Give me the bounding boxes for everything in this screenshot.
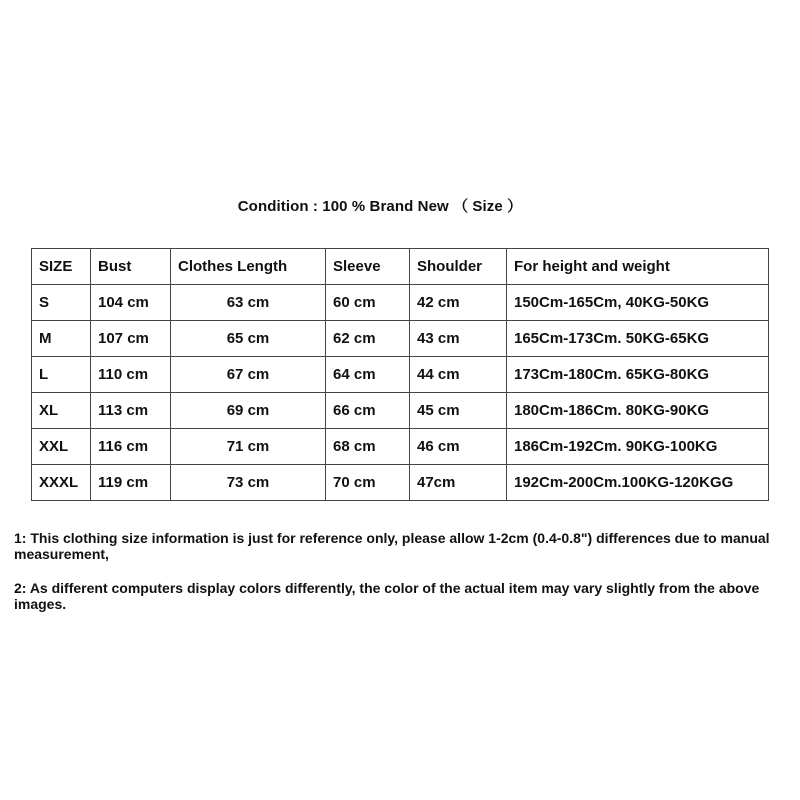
cell-clothes-length: 71 cm bbox=[171, 429, 326, 465]
cell-height-weight: 180Cm-186Cm. 80KG-90KG bbox=[507, 393, 769, 429]
cell-shoulder: 43 cm bbox=[410, 321, 507, 357]
size-chart-table bbox=[31, 248, 769, 501]
cell-sleeve: 70 cm bbox=[326, 465, 410, 501]
header-bust: Bust bbox=[91, 249, 171, 285]
cell-size: M bbox=[32, 321, 91, 357]
cell-sleeve: 60 cm bbox=[326, 285, 410, 321]
table-row bbox=[32, 357, 769, 393]
table-row bbox=[32, 393, 769, 429]
cell-bust: 107 cm bbox=[91, 321, 171, 357]
table-row bbox=[32, 321, 769, 357]
cell-height-weight: 150Cm-165Cm, 40KG-50KG bbox=[507, 285, 769, 321]
cell-size: XXXL bbox=[32, 465, 91, 501]
header-shoulder: Shoulder bbox=[410, 249, 507, 285]
cell-size: S bbox=[32, 285, 91, 321]
cell-bust: 104 cm bbox=[91, 285, 171, 321]
cell-sleeve: 62 cm bbox=[326, 321, 410, 357]
cell-shoulder: 46 cm bbox=[410, 429, 507, 465]
table-row bbox=[32, 465, 769, 501]
cell-bust: 110 cm bbox=[91, 357, 171, 393]
cell-shoulder: 44 cm bbox=[410, 357, 507, 393]
header-size: SIZE bbox=[32, 249, 91, 285]
note-measurement: 1: This clothing size information is just for reference only, please allow 1-2cm (0.4-0.8") differences due to manual measurement, bbox=[14, 530, 770, 562]
page-title: Condition : 100 % Brand New （ Size ） bbox=[237, 198, 523, 215]
cell-height-weight: 165Cm-173Cm. 50KG-65KG bbox=[507, 321, 769, 357]
cell-shoulder: 47cm bbox=[410, 465, 507, 501]
cell-bust: 116 cm bbox=[91, 429, 171, 465]
cell-height-weight: 192Cm-200Cm.100KG-120KGG bbox=[507, 465, 769, 501]
header-sleeve: Sleeve bbox=[326, 249, 410, 285]
cell-shoulder: 45 cm bbox=[410, 393, 507, 429]
cell-height-weight: 186Cm-192Cm. 90KG-100KG bbox=[507, 429, 769, 465]
cell-sleeve: 66 cm bbox=[326, 393, 410, 429]
cell-clothes-length: 67 cm bbox=[171, 357, 326, 393]
cell-size: L bbox=[32, 357, 91, 393]
cell-bust: 119 cm bbox=[91, 465, 171, 501]
cell-bust: 113 cm bbox=[91, 393, 171, 429]
table-header-row bbox=[32, 249, 769, 285]
cell-clothes-length: 65 cm bbox=[171, 321, 326, 357]
table-row bbox=[32, 429, 769, 465]
note-color: 2: As different computers display colors differently, the color of the actual item may vary slightly from the above images. bbox=[14, 580, 760, 612]
header-clothes-length: Clothes Length bbox=[171, 249, 326, 285]
table-row bbox=[32, 285, 769, 321]
cell-clothes-length: 69 cm bbox=[171, 393, 326, 429]
cell-clothes-length: 73 cm bbox=[171, 465, 326, 501]
cell-height-weight: 173Cm-180Cm. 65KG-80KG bbox=[507, 357, 769, 393]
cell-shoulder: 42 cm bbox=[410, 285, 507, 321]
cell-clothes-length: 63 cm bbox=[171, 285, 326, 321]
cell-sleeve: 68 cm bbox=[326, 429, 410, 465]
cell-size: XXL bbox=[32, 429, 91, 465]
header-height-weight: For height and weight bbox=[507, 249, 769, 285]
cell-sleeve: 64 cm bbox=[326, 357, 410, 393]
cell-size: XL bbox=[32, 393, 91, 429]
